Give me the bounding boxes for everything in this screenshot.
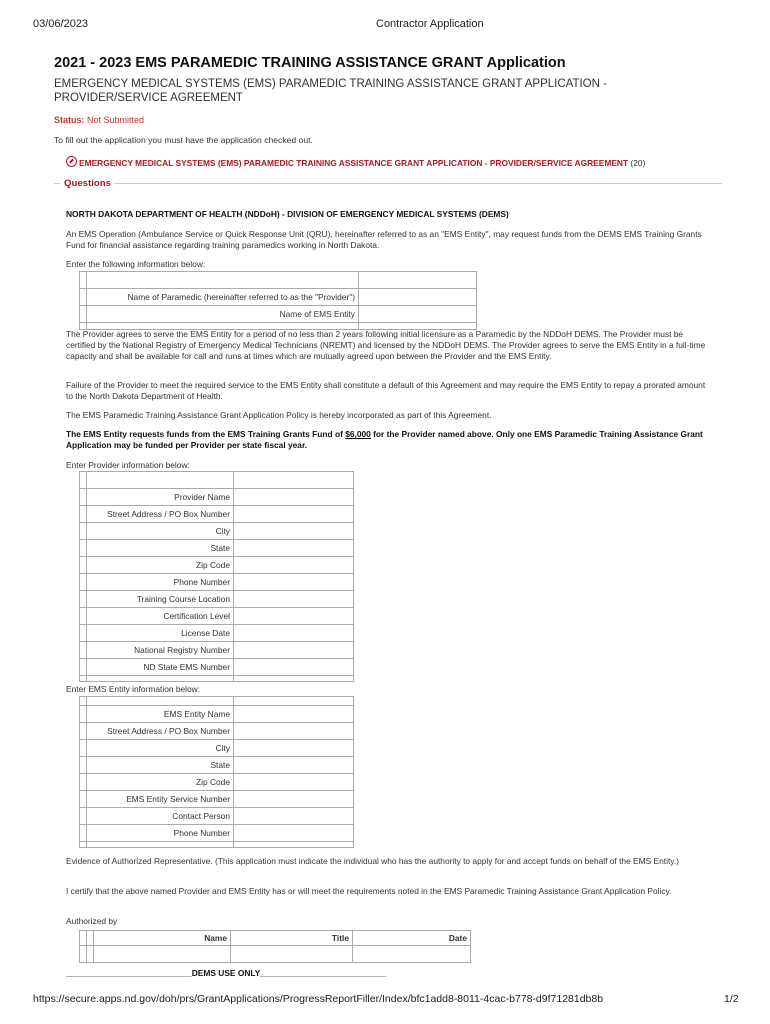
blank-input[interactable] (234, 472, 354, 489)
agency-heading: NORTH DAKOTA DEPARTMENT OF HEALTH (NDDoH) - DIVISION OF EMERGENCY MEDICAL SYSTEMS (DEMS) (66, 209, 509, 219)
status-value: Not Submitted (87, 115, 145, 125)
authorized-name-input[interactable] (94, 946, 231, 963)
field-label: Name of Paramedic (hereinafter referred to as the "Provider") (87, 289, 359, 306)
certification-level-input[interactable] (234, 608, 354, 625)
field-label: Provider Name (87, 489, 234, 506)
print-date: 03/06/2023 (33, 18, 89, 30)
intro-text: An EMS Operation (Ambulance Service or Quick Response Unit (QRU), hereinafter referred to as an "EMS Entity", may request funds from the DEMS EMS Training Grants Fund for financial assistance regarding training paramedics working in North Dakota. (66, 229, 702, 250)
training-location-input[interactable] (234, 591, 354, 608)
provider-city-input[interactable] (234, 523, 354, 540)
provider-state-input[interactable] (234, 540, 354, 557)
questions-legend: Questions (64, 178, 111, 189)
entity-street-input[interactable] (234, 723, 354, 740)
field-label: Street Address / PO Box Number (87, 506, 234, 523)
evidence-text: Evidence of Authorized Representative. (This application must indicate the individual who has the authority to apply for and accept funds on behalf of the EMS Entity.) (66, 856, 679, 866)
field-label: City (87, 523, 234, 540)
contact-person-input[interactable] (234, 808, 354, 825)
field-label: ND State EMS Number (87, 659, 234, 676)
field-label: Certification Level (87, 608, 234, 625)
nd-ems-number-input[interactable] (234, 659, 354, 676)
entity-phone-input[interactable] (234, 825, 354, 842)
registry-number-input[interactable] (234, 642, 354, 659)
field-label: Zip Code (87, 774, 234, 791)
funds-text-before: The EMS Entity requests funds from the EMS Training Grants Fund of (66, 429, 346, 439)
entity-state-input[interactable] (234, 757, 354, 774)
field-label: Street Address / PO Box Number (87, 723, 234, 740)
empty-cell (87, 472, 234, 489)
provider-zip-input[interactable] (234, 557, 354, 574)
entity-service-number-input[interactable] (234, 791, 354, 808)
entity-table (79, 696, 354, 848)
field-label: Zip Code (87, 557, 234, 574)
print-header-title: Contractor Application (376, 18, 484, 30)
provider-name-input[interactable] (234, 489, 354, 506)
field-label: State (87, 757, 234, 774)
status-line (54, 115, 144, 125)
field-label: Training Course Location (87, 591, 234, 608)
title-header: Title (231, 931, 353, 946)
authorized-by-label: Authorized by (66, 916, 118, 926)
section-link-row[interactable] (66, 155, 645, 168)
funds-text (66, 429, 706, 451)
field-label: City (87, 740, 234, 757)
empty-cell (87, 272, 359, 289)
provider-table (79, 471, 354, 682)
authorized-title-input[interactable] (231, 946, 353, 963)
authorized-date-input[interactable] (353, 946, 471, 963)
page-subtitle: EMERGENCY MEDICAL SYSTEMS (EMS) PARAMEDIC TRAINING ASSISTANCE GRANT APPLICATION - PROVIDER/SERVICE AGREEMENT (54, 78, 607, 104)
field-label: EMS Entity Service Number (87, 791, 234, 808)
provider-street-input[interactable] (234, 506, 354, 523)
provider-phone-input[interactable] (234, 574, 354, 591)
funds-text-after: for the Provider named above. Only one EMS Paramedic Training Assistance Grant Application may be funded per Provider per state fiscal year. (66, 429, 703, 450)
field-label: Name of EMS Entity (87, 306, 359, 323)
funds-amount: $6,000 (345, 429, 371, 439)
field-label: State (87, 540, 234, 557)
field-label: National Registry Number (87, 642, 234, 659)
entity-zip-input[interactable] (234, 774, 354, 791)
entity-city-input[interactable] (234, 740, 354, 757)
edit-icon[interactable] (66, 156, 77, 167)
default-text: Failure of the Provider to meet the required service to the EMS Entity shall constitute a default of this Agreement and may require the EMS Entity to repay a prorated amount to the North Dakota Department of Health. (66, 380, 706, 401)
blank-input[interactable] (359, 272, 477, 289)
name-header: Name (94, 931, 231, 946)
agreement-text: The Provider agrees to serve the EMS Entity for a period of no less than 2 years following initial licensure as a Paramedic by the NDDoH DEMS. The Provider must be certified by the National Registry of Emergency Medical Technicians (NREMT) and licensed by the NDDoH DEMS. The Provider agrees to serve the EMS Entity in a full-time capacity and shall be available for call and runs at times which are mutually agreed upon between the Provider and the EMS Entity. (66, 329, 706, 361)
section-link[interactable]: EMERGENCY MEDICAL SYSTEMS (EMS) PARAMEDIC TRAINING ASSISTANCE GRANT APPLICATION - PROVIDER/SERVICE AGREEMENT (79, 158, 629, 168)
status-label: Status: (54, 115, 85, 125)
certify-text: I certify that the above named Provider and EMS Entity has or will meet the requirements noted in the EMS Paramedic Training Assistance Grant Application Policy. (66, 886, 672, 896)
field-label: License Date (87, 625, 234, 642)
signature-table (79, 930, 471, 963)
field-label: Phone Number (87, 574, 234, 591)
enter-info-label: Enter the following information below: (66, 259, 206, 269)
checkout-note: To fill out the application you must have the application checked out. (54, 135, 313, 145)
page-title: 2021 - 2023 EMS PARAMEDIC TRAINING ASSISTANCE GRANT Application (54, 55, 566, 71)
date-header: Date (353, 931, 471, 946)
field-label: Contact Person (87, 808, 234, 825)
license-date-input[interactable] (234, 625, 354, 642)
page-number: 1/2 (724, 993, 739, 1005)
ems-entity-name-input[interactable] (359, 306, 477, 323)
paramedic-name-input[interactable] (359, 289, 477, 306)
dems-use-only: ___________________________DEMS USE ONLY___________________________ (66, 968, 387, 978)
field-label: Phone Number (87, 825, 234, 842)
section-count: (20) (630, 158, 646, 168)
policy-text: The EMS Paramedic Training Assistance Grant Application Policy is hereby incorporated as part of this Agreement. (66, 410, 492, 420)
provider-intro: Enter Provider information below: (66, 460, 190, 470)
field-label: EMS Entity Name (87, 706, 234, 723)
entity-intro: Enter EMS Entity information below: (66, 684, 201, 694)
entity-name-input[interactable] (234, 706, 354, 723)
paramedic-table (79, 271, 477, 330)
print-url: https://secure.apps.nd.gov/doh/prs/GrantApplications/ProgressReportFiller/Index/bfc1add8-8011-4cac-b778-d9f71281db8b (33, 993, 604, 1005)
